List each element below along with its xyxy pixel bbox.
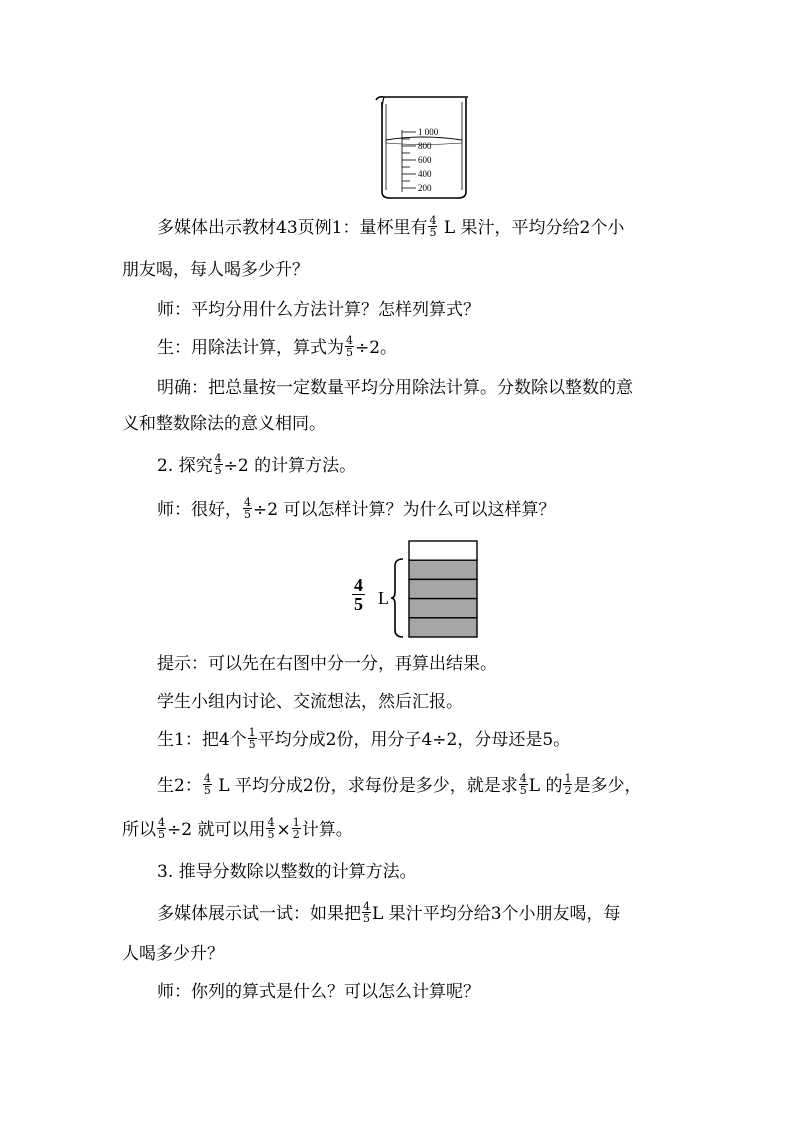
paragraph-teacher-final: 师：你列的算式是什么？可以怎么计算呢？ bbox=[157, 982, 480, 1002]
fraction-four-fifths: $\frac{4}{5}$ bbox=[203, 772, 211, 797]
paragraph-student-2-cont: 所以 $\frac{4}{5}$ ÷2 就可以用 $\frac{4}{5}$ × $\frac{1}{2}$ 计算。 bbox=[122, 816, 353, 841]
tick-label-800: 800 bbox=[418, 141, 432, 151]
paragraph-clarify-cont: 义和整数除法的意义相同。 bbox=[122, 414, 326, 434]
tick-label-400: 400 bbox=[418, 169, 432, 179]
fraction-four-fifths: $\frac{4}{5}$ bbox=[519, 772, 527, 797]
fraction-one-half: $\frac{1}{2}$ bbox=[564, 772, 572, 797]
diagram-unit-label: L bbox=[378, 588, 389, 608]
fraction-one-half: $\frac{1}{2}$ bbox=[292, 816, 300, 841]
paragraph-teacher-question: 师：平均分用什么方法计算？怎样列算式？ bbox=[157, 300, 480, 320]
paragraph-clarify: 明确：把总量按一定数量平均分用除法计算。分数除以整数的意 bbox=[157, 378, 633, 398]
fraction-four-fifths: $\frac{4}{5}$ bbox=[214, 452, 222, 477]
fraction-four-fifths: $\frac{4}{5}$ bbox=[267, 816, 275, 841]
paragraph-student-1: 生1：把4个 $\frac{1}{5}$ 平均分成2份，用分子4÷2，分母还是5。 bbox=[157, 726, 571, 751]
paragraph-discussion: 学生小组内讨论、交流想法，然后汇报。 bbox=[157, 692, 463, 712]
bar-part-shaded bbox=[409, 599, 477, 618]
measuring-cup-figure bbox=[372, 94, 476, 202]
bar-part-shaded bbox=[409, 579, 477, 598]
fraction-bar-diagram bbox=[352, 538, 482, 640]
tick-label-200: 200 bbox=[418, 183, 432, 193]
paragraph-try-it: 多媒体展示试一试：如果把 $\frac{4}{5}$ L 果汁平均分给3个小朋友喝，每 bbox=[157, 900, 621, 925]
paragraph-example-intro-cont: 朋友喝，每人喝多少升？ bbox=[122, 260, 309, 280]
paragraph-student-answer: 生：用除法计算，算式为 $\frac{4}{5}$ ÷2。 bbox=[157, 334, 398, 359]
bar-part-empty bbox=[409, 541, 477, 560]
fraction-four-fifths: $\frac{4}{5}$ bbox=[244, 496, 251, 521]
paragraph-example-intro: 多媒体出示教材43页例1：量杯里有 $\frac{4}{5}$ L 果汁，平均分给2个小 bbox=[157, 214, 625, 239]
tick-label-600: 600 bbox=[418, 155, 432, 165]
paragraph-teacher-prompt: 师：很好， $\frac{4}{5}$ ÷2 可以怎样计算？为什么可以这样算？ bbox=[157, 496, 556, 521]
fraction-one-fifth: $\frac{1}{5}$ bbox=[248, 726, 256, 751]
paragraph-hint: 提示：可以先在右图中分一分，再算出结果。 bbox=[157, 654, 497, 674]
bar-part-shaded bbox=[409, 618, 477, 637]
fraction-bar bbox=[407, 539, 479, 639]
diagram-fraction-label: 4 5 bbox=[354, 575, 363, 614]
section-heading-3: 3. 推导分数除以整数的计算方法。 bbox=[157, 862, 417, 882]
paragraph-try-it-cont: 人喝多少升？ bbox=[122, 944, 224, 964]
fraction-four-fifths: $\frac{4}{5}$ bbox=[158, 816, 165, 841]
tick-label-1000: 1 000 bbox=[418, 127, 439, 137]
fraction-four-fifths: $\frac{4}{5}$ bbox=[363, 900, 370, 925]
paragraph-student-2: 生2： $\frac{4}{5}$ L 平均分成2份，求每份是多少，就是求 $\frac{4}{5}$ L 的 $\frac{1}{2}$ 是多少， bbox=[157, 772, 642, 797]
fraction-four-fifths: $\frac{4}{5}$ bbox=[429, 214, 437, 239]
section-heading-2: 2. 探究 $\frac{4}{5}$ ÷2 的计算方法。 bbox=[157, 452, 357, 477]
bar-part-shaded bbox=[409, 560, 477, 579]
fraction-four-fifths: $\frac{4}{5}$ bbox=[346, 334, 353, 359]
brace-icon bbox=[390, 558, 404, 638]
